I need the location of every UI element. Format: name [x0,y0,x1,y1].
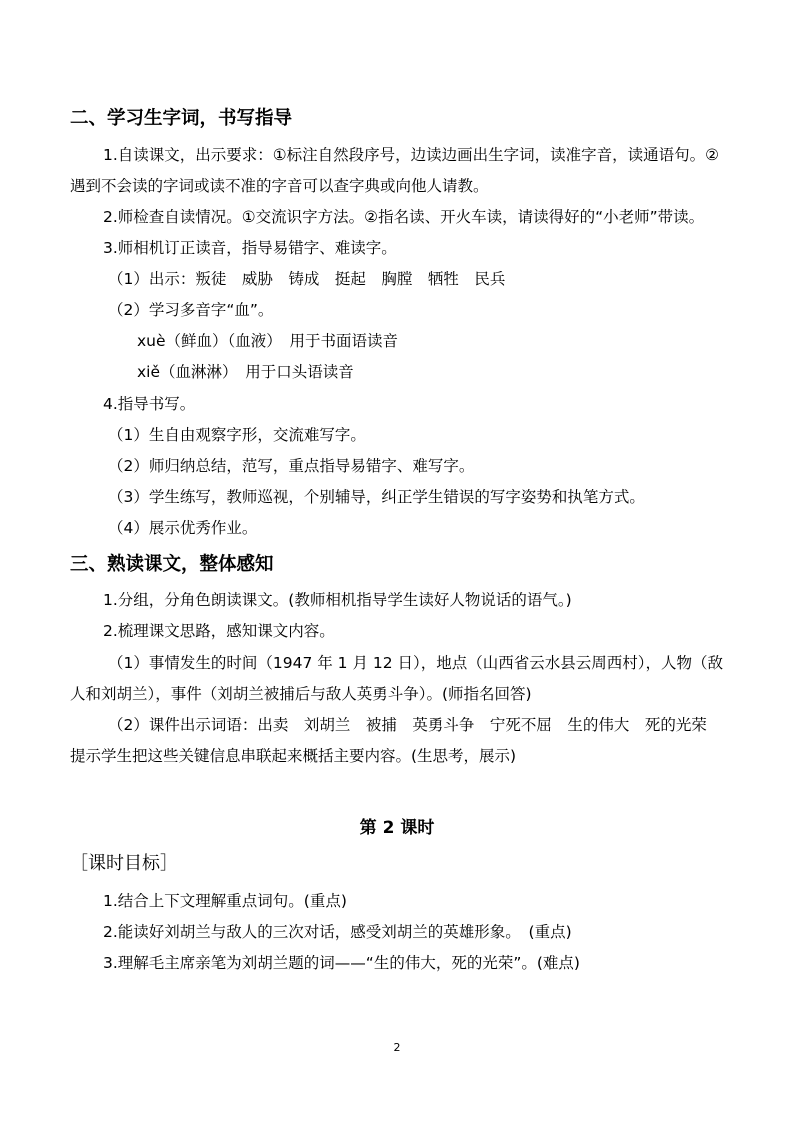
section2-heading: 二、学习生字词，书写指导 [70,108,293,129]
section3-heading: 三、熟读课文，整体感知 [70,554,274,575]
section2-line-12: （3）学生练写，教师巡视，个别辅导，纠正学生错误的写字姿势和执笔方式。 [108,488,645,506]
section2-line-1: 1.自读课文，出示要求：①标注自然段序号，边读边画出生字词，读准字音，读通语句。② [103,146,720,164]
section2-line-10: （1）生自由观察字形，交流难写字。 [108,426,366,444]
section3-line-1: 1.分组，分角色朗读课文。(教师相机指导学生读好人物说话的语气。) [103,591,572,609]
section2-line-9: 4.指导书写。 [103,395,196,413]
lesson2-goal-1: 1.结合上下文理解重点词句。(重点) [103,892,347,910]
section2-line-7: xuè（鲜血）（血液） 用于书面语读音 [137,332,399,350]
section3-line-4: 人和刘胡兰），事件（刘胡兰被捕后与敌人英勇斗争）。(师指名回答) [70,685,532,703]
section2-line-8: xiě（血淋淋） 用于口头语读音 [137,363,354,381]
section2-line-3: 2.师检查自读情况。①交流识字方法。②指名读、开火车读，请读得好的“小老师”带读。 [103,208,705,226]
section2-line-11: （2）师归纳总结，范写，重点指导易错字、难写字。 [108,457,475,475]
page-number: 2 [393,1041,401,1054]
lesson2-title: 第 2 课时 [359,818,435,838]
lesson2-goal-2: 2.能读好刘胡兰与敌人的三次对话，感受刘胡兰的英雄形象。 (重点) [103,923,572,941]
section3-line-6: 提示学生把这些关键信息串联起来概括主要内容。(生思考，展示) [70,747,517,765]
section2-line-6: （2）学习多音字“血”。 [108,301,274,319]
lesson2-goal-3: 3.理解毛主席亲笔为刘胡兰题的词——“生的伟大，死的光荣”。(难点) [103,954,580,972]
section2-line-5: （1）出示：叛徒 威胁 铸成 挺起 胸膛 牺牲 民兵 [108,270,506,288]
section2-line-2: 遇到不会读的字词或读不准的字音可以查字典或向他人请教。 [70,177,489,195]
section3-line-2: 2.梳理课文思路，感知课文内容。 [103,622,335,640]
section2-line-4: 3.师相机订正读音，指导易错字、难读字。 [103,239,397,257]
section3-line-3: （1）事情发生的时间（1947 年 1 月 12 日），地点（山西省云水县云周西村），人物（敌 [108,654,724,672]
section3-line-5: （2）课件出示词语：出卖 刘胡兰 被捕 英勇斗争 宁死不屈 生的伟大 死的光荣 [108,716,707,734]
lesson2-goals-heading: ［课时目标］ [70,853,178,874]
section2-line-13: （4）展示优秀作业。 [108,519,258,537]
